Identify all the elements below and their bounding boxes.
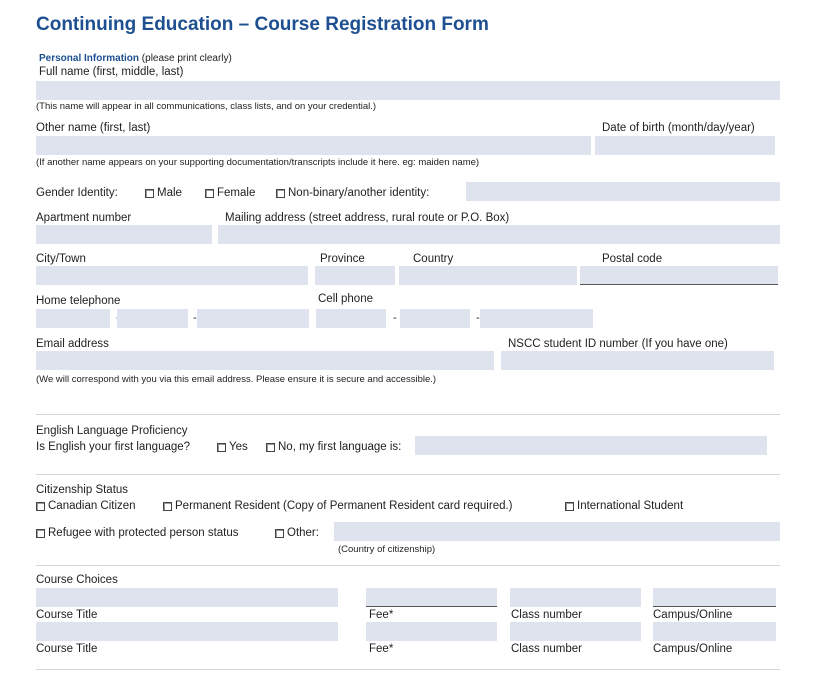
city-label: City/Town: [36, 253, 86, 265]
english-proficiency-title: English Language Proficiency: [36, 425, 188, 437]
fee-label-2: Fee*: [369, 643, 394, 655]
mailing-address-label: Mailing address (street address, rural route or P.O. Box): [225, 212, 510, 224]
cell-phone-prefix-input[interactable]: [400, 309, 470, 328]
apartment-label: Apartment number: [36, 212, 132, 224]
gender-female-label: Female: [217, 187, 256, 199]
other-name-input[interactable]: [36, 136, 591, 155]
fee-input-1[interactable]: [366, 588, 497, 607]
city-input[interactable]: [36, 266, 308, 285]
course-title-input-1[interactable]: [36, 588, 338, 607]
citizenship-permanent-option[interactable]: [163, 500, 513, 512]
country-input[interactable]: [399, 266, 577, 285]
cell-phone-label: Cell phone: [318, 293, 373, 305]
fee-input-2[interactable]: [366, 622, 497, 641]
full-name-label: Full name (first, middle, last): [39, 66, 184, 78]
citizenship-refugee-label: Refugee with protected person status: [48, 527, 239, 539]
mailing-address-input[interactable]: [218, 225, 780, 244]
other-name-label: Other name (first, last): [36, 122, 151, 134]
campus-label-2: Campus/Online: [653, 643, 733, 655]
full-name-note: (This name will appear in all communications, class lists, and on your credential.): [36, 101, 377, 112]
english-no-option[interactable]: [266, 441, 401, 453]
class-number-input-2[interactable]: [510, 622, 641, 641]
citizenship-international-checkbox[interactable]: [565, 502, 574, 511]
citizenship-permanent-checkbox[interactable]: [163, 502, 172, 511]
cell-phone-area-input[interactable]: [316, 309, 386, 328]
gender-nonbinary-label: Non-binary/another identity:: [288, 187, 430, 199]
country-label: Country: [413, 253, 454, 265]
personal-info-note: (please print clearly): [141, 53, 232, 64]
cell-phone-separator-1: -: [393, 312, 397, 324]
section-divider: [36, 414, 780, 415]
personal-info-heading: [39, 53, 232, 64]
postal-code-label: Postal code: [602, 253, 663, 265]
gender-female-option[interactable]: [205, 187, 255, 199]
english-yes-checkbox[interactable]: [217, 443, 226, 452]
citizenship-canadian-option[interactable]: [36, 500, 136, 512]
campus-input-1[interactable]: [653, 588, 776, 607]
postal-code-input[interactable]: [580, 266, 778, 285]
section-divider: [36, 565, 780, 566]
gender-label: Gender Identity:: [36, 187, 118, 199]
gender-nonbinary-checkbox[interactable]: [276, 189, 285, 198]
dob-label: Date of birth (month/day/year): [602, 122, 755, 134]
full-name-input[interactable]: [36, 81, 780, 100]
citizenship-other-checkbox[interactable]: [275, 529, 284, 538]
citizenship-country-input[interactable]: [334, 522, 780, 541]
form-title: Continuing Education – Course Registration Form: [36, 14, 489, 35]
citizenship-refugee-option[interactable]: [36, 527, 239, 539]
english-no-label: No, my first language is:: [278, 441, 402, 453]
cell-phone-separator-2: -: [476, 312, 480, 324]
english-yes-option[interactable]: [217, 441, 248, 453]
campus-input-2[interactable]: [653, 622, 776, 641]
section-divider: [36, 474, 780, 475]
home-phone-label: Home telephone: [36, 295, 121, 307]
home-phone-area-input[interactable]: [36, 309, 110, 328]
citizenship-permanent-label: Permanent Resident (Copy of Permanent Resident card required.): [175, 500, 513, 512]
citizenship-country-note: (Country of citizenship): [338, 544, 436, 555]
email-note: (We will correspond with you via this email address. Please ensure it is secure and accessible.): [36, 374, 437, 385]
citizenship-canadian-label: Canadian Citizen: [48, 500, 136, 512]
gender-nonbinary-option[interactable]: [276, 187, 429, 199]
course-title-label-2: Course Title: [36, 643, 98, 655]
first-language-input[interactable]: [415, 436, 767, 455]
citizenship-other-option[interactable]: [275, 527, 319, 539]
student-id-input[interactable]: [501, 351, 774, 370]
other-name-note: (If another name appears on your supporting documentation/transcripts include it here. eg: maiden name): [36, 157, 480, 168]
class-number-label-2: Class number: [511, 643, 582, 655]
province-input[interactable]: [315, 266, 395, 285]
fee-label-1: Fee*: [369, 609, 394, 621]
class-number-input-1[interactable]: [510, 588, 641, 607]
course-title-input-2[interactable]: [36, 622, 338, 641]
email-input[interactable]: [36, 351, 494, 370]
gender-female-checkbox[interactable]: [205, 189, 214, 198]
citizenship-international-option[interactable]: [565, 500, 683, 512]
home-phone-prefix-input[interactable]: [117, 309, 188, 328]
citizenship-international-label: International Student: [577, 500, 684, 512]
gender-male-checkbox[interactable]: [145, 189, 154, 198]
citizenship-other-label: Other:: [287, 527, 319, 539]
dob-input[interactable]: [595, 136, 775, 155]
home-phone-line-input[interactable]: [197, 309, 309, 328]
citizenship-canadian-checkbox[interactable]: [36, 502, 45, 511]
apartment-input[interactable]: [36, 225, 212, 244]
gender-male-label: Male: [157, 187, 182, 199]
english-no-checkbox[interactable]: [266, 443, 275, 452]
gender-other-input[interactable]: [466, 182, 780, 201]
section-divider: [36, 669, 780, 670]
home-phone-separator-2: -: [193, 312, 197, 324]
email-label: Email address: [36, 338, 109, 350]
course-title-label-1: Course Title: [36, 609, 98, 621]
course-choices-title: Course Choices: [36, 574, 118, 586]
gender-male-option[interactable]: [145, 187, 182, 199]
english-yes-label: Yes: [229, 441, 248, 453]
campus-label-1: Campus/Online: [653, 609, 733, 621]
personal-info-title: Personal Information: [39, 53, 140, 64]
cell-phone-line-input[interactable]: [480, 309, 593, 328]
province-label: Province: [320, 253, 365, 265]
class-number-label-1: Class number: [511, 609, 582, 621]
citizenship-refugee-checkbox[interactable]: [36, 529, 45, 538]
student-id-label: NSCC student ID number (If you have one): [508, 338, 728, 350]
citizenship-title: Citizenship Status: [36, 484, 129, 496]
english-first-language-question: Is English your first language?: [36, 441, 191, 453]
